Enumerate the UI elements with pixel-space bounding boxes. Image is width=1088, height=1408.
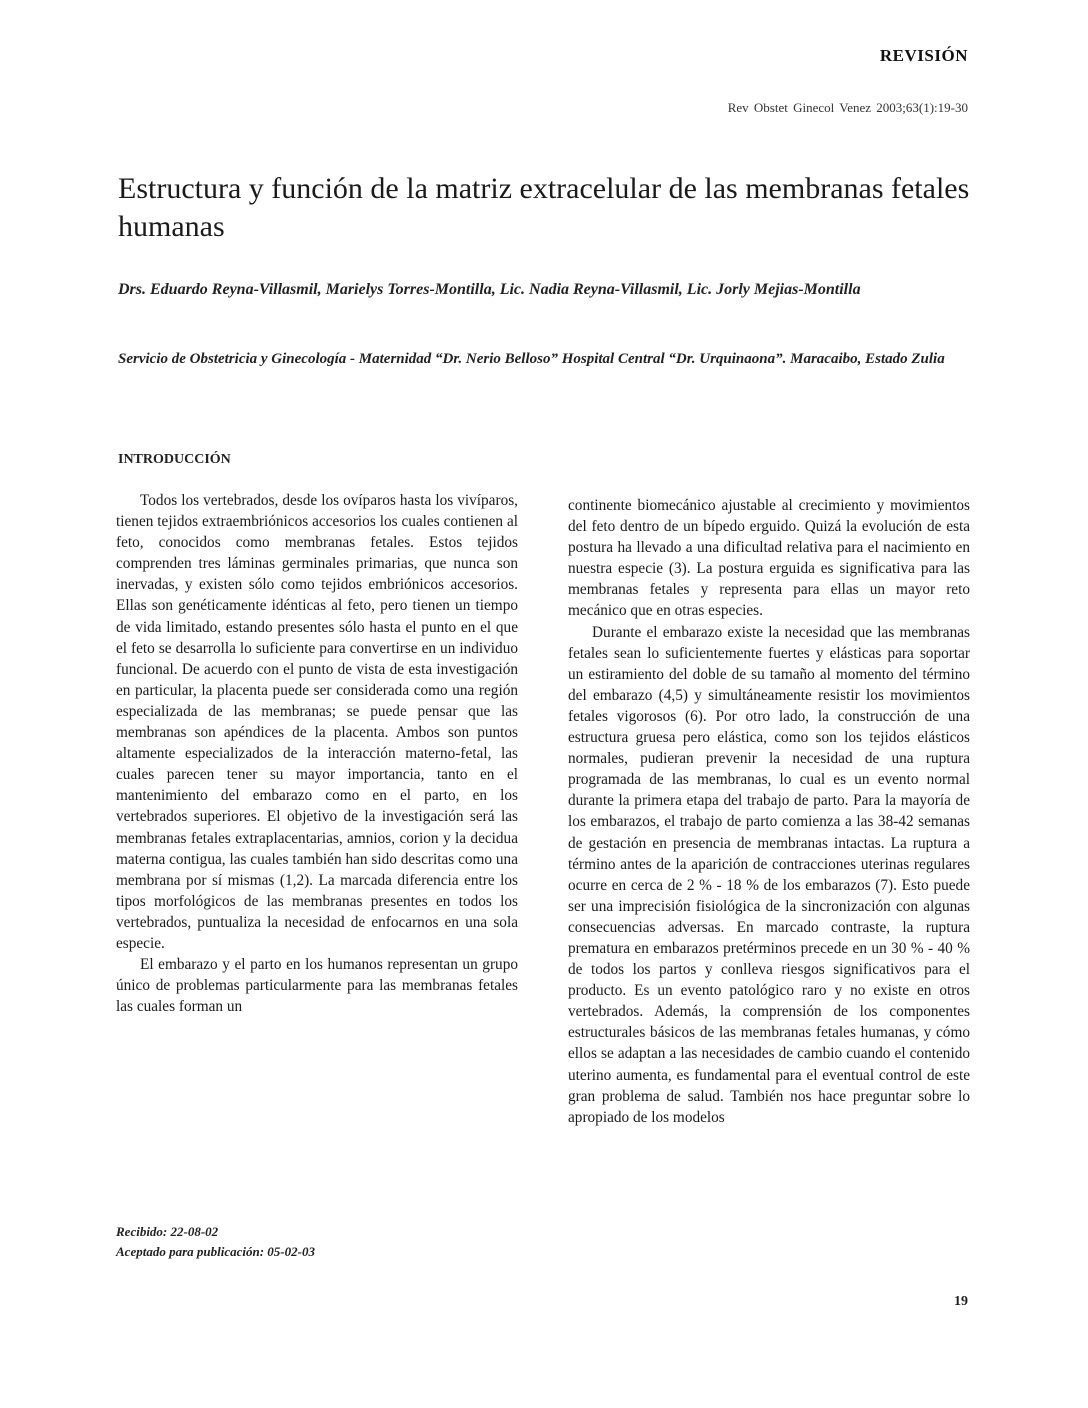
article-affiliation: Servicio de Obstetricia y Ginecología - Maternidad “Dr. Nerio Belloso” Hospital Central “Dr. Urquinaona”. Maracaibo, Estado Zulia — [118, 351, 945, 367]
article-title: Estructura y función de la matriz extracelular de las membranas fetales humanas — [118, 172, 970, 243]
left-text-column — [116, 490, 518, 1017]
section-heading-introduction: INTRODUCCIÓN — [118, 452, 231, 467]
right-text-column — [568, 495, 970, 1128]
section-label: REVISIÓN — [879, 46, 968, 65]
paragraph: El embarazo y el parto en los humanos representan un grupo único de problemas particularmente para las membranas fetales las cuales forman un — [116, 956, 518, 1016]
paragraph-continued: continente biomecánico ajustable al crecimiento y movimientos del feto dentro de un bípedo erguido. Quizá la evolución de esta postura ha llevado a una dificultad relativa para el nacimiento en nuestra especie (3). La postura erguida es significativa para las membranas fetales y representa para ellas un mayor reto mecánico que en otras especies. — [568, 497, 970, 620]
paragraph: Durante el embarazo existe la necesidad que las membranas fetales sean lo suficientemente fuertes y elásticas para soportar un estiramiento del doble de su tamaño al momento del término del embarazo (4,5) y simultáneamente resistir los movimientos fetales vigorosos (6). Por otro lado, la construcción de una estructura gruesa pero elástica, como son los tejidos elásticos normales, pudieran prevenir la necesidad de una ruptura programada de las membranas, lo cual es un evento normal durante la primera etapa del trabajo de parto. Para la mayoría de los embarazos, el trabajo de parto comienza a las 38-42 semanas de gestación en presencia de membranas intactas. La ruptura a término antes de la aparición de contracciones uterinas regulares ocurre en cerca de 2 % - 18 % de los embarazos (7). Esto puede ser una imprecisión fisiológica de la sincronización con algunas consecuencias adversas. En marcado contraste, la ruptura prematura en embarazos pretérminos precede en un 30 % - 40 % de todos los partos y conlleva riesgos significativos para el producto. Es un evento patológico raro y no existe en otros vertebrados. Además, la comprensión de los componentes estructurales básicos de las membranas fetales humanas, y cómo ellos se adaptan a las necesidades de cambio cuando el contenido uterino aumenta, es fundamental para el eventual control de este gran problema de salud. También nos hace preguntar sobre lo apropiado de los modelos — [568, 623, 970, 1126]
accepted-date: Aceptado para publicación: 05-02-03 — [116, 1244, 315, 1259]
paragraph: Todos los vertebrados, desde los ovíparos hasta los vivíparos, tienen tejidos extraembriónicos accesorios los cuales contienen al feto, conocidos como membranas fetales. Estos tejidos comprenden tres láminas germinales primarias, que nunca son inervadas, y existen sólo como tejidos embriónicos accesorios. Ellas son genéticamente idénticas al feto, pero tienen un tiempo de vida limitado, estando presentes sólo hasta el punto en el que el feto se desarrolla lo suficiente para convertirse en un individuo funcional. De acuerdo con el punto de vista de esta investigación en particular, la placenta puede ser considerada como una región especializada de las membranas; se puede pensar que las membranas son apéndices de la placenta. Ambos son puntos altamente especializados de la interacción materno-fetal, las cuales parecen tener su mayor importancia, tanto en el mantenimiento del embarazo como en el parto, en los vertebrados superiores. El objetivo de la investigación será las membranas fetales extraplacentarias, amnios, corion y la decidua materna contigua, las cuales también han sido descritas como una membrana por sí mismas (1,2). La marcada diferencia entre los tipos morfológicos de las membranas presentes en todos los vertebrados, puntualiza la necesidad de enfocarnos en una sola especie. — [116, 492, 518, 952]
received-date: Recibido: 22-08-02 — [116, 1224, 219, 1239]
page-number: 19 — [954, 1294, 968, 1309]
journal-citation: Rev Obstet Ginecol Venez 2003;63(1):19-30 — [727, 100, 968, 115]
submission-dates — [116, 1222, 315, 1262]
article-authors: Drs. Eduardo Reyna-Villasmil, Marielys Torres-Montilla, Lic. Nadia Reyna-Villasmil, Lic. Jorly Mejias-Montilla — [118, 281, 861, 298]
